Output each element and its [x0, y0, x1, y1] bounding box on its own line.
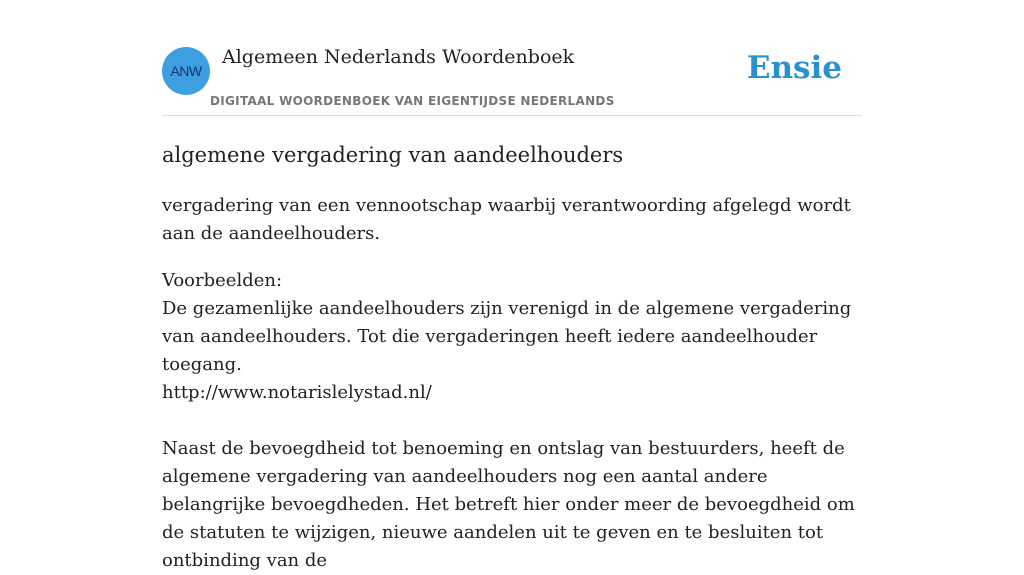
site-title[interactable]: Algemeen Nederlands Woordenboek	[222, 46, 575, 68]
example-source: http://www.notarislelystad.nl/	[162, 382, 432, 403]
header-divider	[162, 115, 862, 116]
example-spacer	[162, 407, 862, 435]
entry-content	[162, 140, 862, 575]
ensie-brand-logo[interactable]: Ensie	[746, 50, 842, 86]
header	[162, 40, 862, 116]
site-subtitle: DIGITAAL WOORDENBOEK VAN EIGENTIJDSE NEDERLANDS	[210, 94, 615, 108]
anw-logo[interactable]: ANW	[162, 47, 210, 95]
examples-label: Voorbeelden:	[162, 270, 283, 291]
entry-definition: vergadering van een vennootschap waarbij verantwoording afgelegd wordt aan de aandeelhouders.	[162, 195, 851, 244]
example-text: De gezamenlijke aandeelhouders zijn verenigd in de algemene vergadering van aandeelhouders. Tot die vergaderingen heeft iedere aandeelhouder toegang.	[162, 298, 852, 375]
entry-title: algemene vergadering van aandeelhouders	[162, 143, 624, 167]
examples-section	[162, 267, 862, 575]
example-text: Naast de bevoegdheid tot benoeming en ontslag van bestuurders, heeft de algemene vergadering van aandeelhouders nog een aantal andere belangrijke bevoegdheden. Het betreft hier onder meer de bevoegdheid om de statuten te wijzigen, nieuwe aandelen uit te geven en te besluiten tot ontbinding van de	[162, 438, 855, 571]
